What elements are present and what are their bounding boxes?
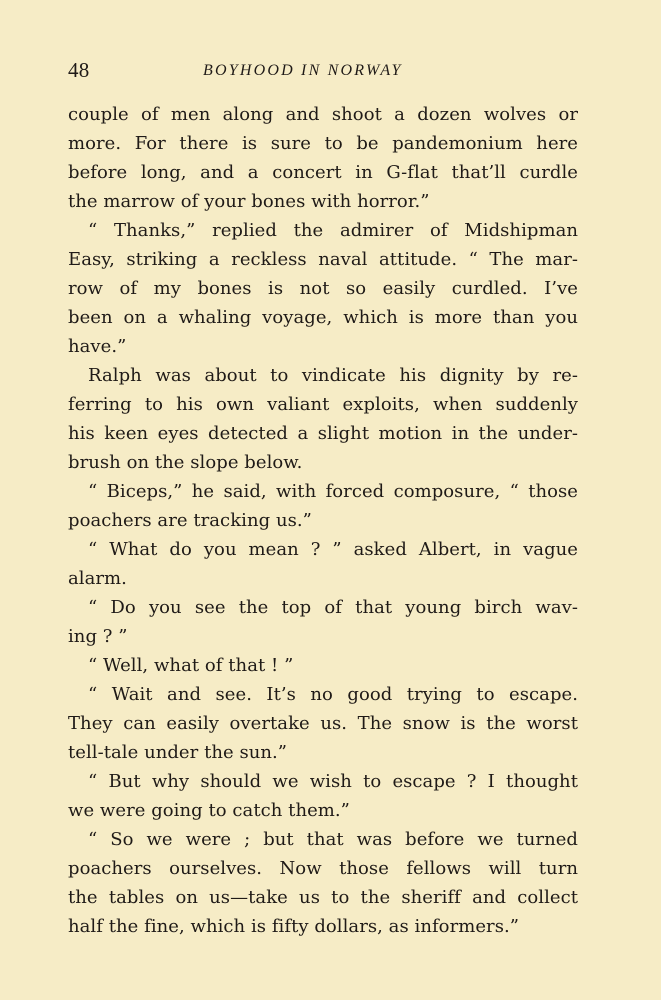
text-line: Ralph was about to vindicate his dignity by re- [88,365,578,386]
page-header [68,58,578,88]
text-line: half the fine, which is fifty dollars, as informers.” [68,916,520,937]
page-number: 48 [68,58,90,82]
text-line: ing ? ” [68,626,128,647]
text-line: we were going to catch them.” [68,800,350,821]
body-text [68,100,578,941]
text-line: more. For there is sure to be pandemonium here [68,133,578,154]
text-line: the tables on us—take us to the sheriff and collect [68,887,578,908]
text-line: “ Biceps,” he said, with forced composure, “ those [88,481,578,502]
text-line: tell-tale under the sun.” [68,742,288,763]
text-line: “ Do you see the top of that young birch wav- [88,597,578,618]
text-line: “ Thanks,” replied the admirer of Midshipman [88,220,578,241]
text-line: ferring to his own valiant exploits, when suddenly [68,394,578,415]
text-line: row of my bones is not so easily curdled. I’ve [68,278,578,299]
text-line: brush on the slope below. [68,452,303,473]
text-line: his keen eyes detected a slight motion in the under- [68,423,578,444]
text-line: couple of men along and shoot a dozen wolves or [68,104,578,125]
text-line: “ What do you mean ? ” asked Albert, in vague [88,539,578,560]
text-line: “ But why should we wish to escape ? I thought [88,771,578,792]
text-line: “ Wait and see. It’s no good trying to escape. [88,684,578,705]
text-line: Easy, striking a reckless naval attitude. “ The mar- [68,249,578,270]
text-line: “ Well, what of that ! ” [88,655,294,676]
text-line: poachers are tracking us.” [68,510,312,531]
text-line: “ So we were ; but that was before we turned [88,829,578,850]
text-line: before long, and a concert in G-flat that’ll curdle [68,162,578,183]
text-line: have.” [68,336,127,357]
text-line: poachers ourselves. Now those fellows will turn [68,858,578,879]
running-head: BOYHOOD IN NORWAY [203,62,403,79]
text-line: been on a whaling voyage, which is more than you [68,307,578,328]
text-line: alarm. [68,568,127,589]
text-line: the marrow of your bones with horror.” [68,191,430,212]
text-line: They can easily overtake us. The snow is the worst [68,713,578,734]
